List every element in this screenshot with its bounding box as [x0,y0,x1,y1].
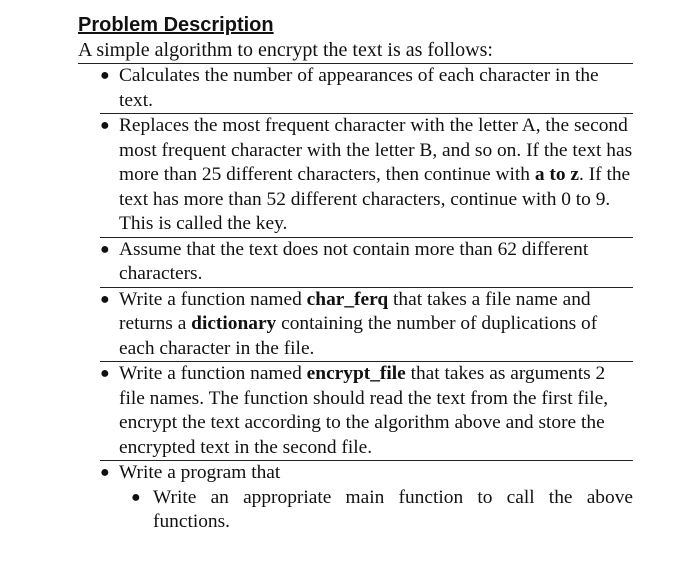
bullet-icon: ● [100,117,110,134]
item-text: Calculates the number of appearances of each character in the text. [119,65,599,111]
item-text: Write a function named [119,288,307,310]
list-item [100,461,633,535]
item-text: Write a function named [119,363,307,384]
bold-term: dictionary [191,313,277,334]
list-item [100,362,633,461]
bullet-icon: ● [100,67,110,84]
item-text: . If the text has more than 52 different characters, continue with 0 to 9. This is called the key. [119,164,631,234]
sub-list [119,486,633,535]
bullet-icon: ● [100,365,110,382]
bold-term: a to z [534,164,580,185]
page-title: Problem Description [78,14,274,36]
item-text: that takes as arguments 2 file names. The function should read the text from the first file, encrypt the text according to the algorithm above and store the encrypted text in the second file. [119,363,609,458]
bullet-icon: ● [100,464,110,481]
sub-list-item [131,486,633,535]
item-text: Assume that the text does not contain more than 62 different characters. [119,238,589,284]
list-item [100,114,633,238]
bullet-list [100,64,633,535]
list-item [100,64,633,114]
bold-term: char_ferq [306,288,389,310]
bullet-icon: ● [100,290,110,308]
bold-term: encrypt_file [306,363,406,384]
list-item [100,288,633,363]
intro-text: A simple algorithm to encrypt the text is as follows: [78,38,633,64]
sub-item-text: Write an appropriate main function to call the above functions. [153,486,633,532]
bullet-icon: ● [100,240,110,258]
item-text: Write a program that [119,462,281,483]
item-text: containing the number of duplications of each character in the file. [119,313,598,359]
item-text: Replaces the most frequent character with the letter A, the second most frequent character with the letter B, and so on. If the text has more than 25 different characters, then continue with [119,115,633,185]
list-item [100,238,633,288]
bullet-icon: ● [131,488,141,506]
item-text: that takes a file name and returns a [119,288,591,334]
